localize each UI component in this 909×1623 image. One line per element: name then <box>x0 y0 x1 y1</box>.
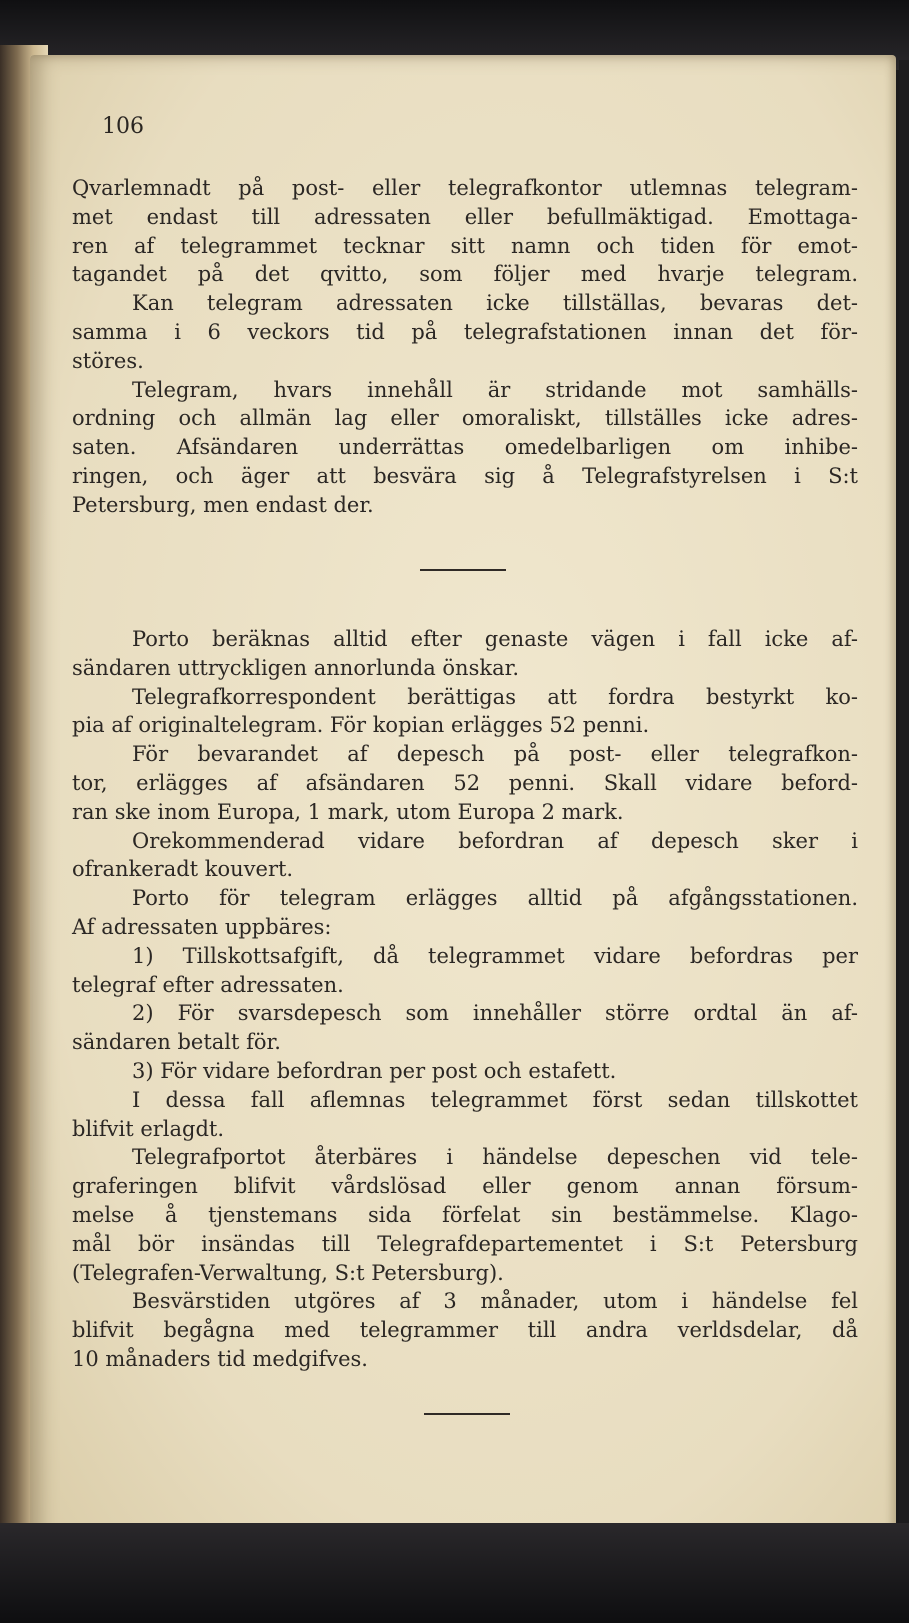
text-line: ofrankeradt kouvert. <box>72 857 294 882</box>
text-line: (Telegrafen-Verwaltung, S:t Petersburg). <box>72 1260 504 1285</box>
text-line: störes. <box>72 348 144 373</box>
text-line: Af adressaten uppbäres: <box>72 914 332 939</box>
text-line: samma i 6 veckors tid på telegrafstationen innan det för- <box>72 319 858 344</box>
text-line: blifvit begågna med telegrammer till andra verldsdelar, då <box>72 1318 858 1343</box>
text-line: 3) För vidare befordran per post och estafett. <box>132 1058 617 1083</box>
text-line: blifvit erlagdt. <box>72 1116 225 1141</box>
text-line: Qvarlemnadt på post- eller telegrafkontor utlemnas telegram- <box>72 176 858 200</box>
text-line: Kan telegram adressaten icke tillställas, bevaras det- <box>132 291 858 316</box>
text-line: 1) Tillskottsafgift, då telegrammet vidare befordras per <box>132 943 858 968</box>
text-line: ren af telegrammet tecknar sitt namn och tiden för emot- <box>72 233 858 258</box>
text-line: 2) För svarsdepesch som innehåller större ordtal än af- <box>132 1001 858 1026</box>
text-line: saten. Afsändaren underrättas omedelbarligen om inhibe- <box>72 435 858 460</box>
text-line: Petersburg, men endast der. <box>72 492 374 517</box>
text-line: pia af originaltelegram. För kopian erlägges 52 penni. <box>72 713 650 738</box>
background-right <box>899 60 909 1550</box>
text-line: Orekommenderad vidare befordran af depesch sker i <box>132 828 858 853</box>
text-line: melse å tjenstemans sida förfelat sin bestämmelse. Klago- <box>72 1202 858 1227</box>
text-line: Telegrafportot återbäres i händelse depeschen vid tele- <box>132 1145 858 1170</box>
text-line: Porto för telegram erlägges alltid på afgångsstationen. <box>132 886 858 911</box>
text-line: mål bör insändas till Telegrafdepartementet i S:t Petersburg <box>72 1231 858 1256</box>
text-line: ran ske inom Europa, 1 mark, utom Europa 2 mark. <box>72 799 624 824</box>
text-line: tor, erlägges af afsändaren 52 penni. Skall vidare beford- <box>72 770 858 795</box>
text-line: sändaren betalt för. <box>72 1030 281 1055</box>
text-line: För bevarandet af depesch på post- eller telegrafkon- <box>132 742 858 767</box>
background-bottom <box>0 1523 909 1623</box>
text-line: tagandet på det qvitto, som följer med hvarje telegram. <box>72 262 858 287</box>
text-line: Telegram, hvars innehåll är stridande mot samhälls- <box>132 377 858 402</box>
text-line: 10 månaders tid medgifves. <box>72 1346 368 1371</box>
text-line: Telegrafkorrespondent berättigas att fordra bestyrkt ko- <box>132 684 858 709</box>
text-line: met endast till adressaten eller befullmäktigad. Emottaga- <box>72 204 858 229</box>
text-line: ordning och allmän lag eller omoraliskt, tillställes icke adres- <box>72 406 858 431</box>
text-line: Porto beräknas alltid efter genaste vägen i fall icke af- <box>132 627 858 651</box>
text-line: Besvärstiden utgöres af 3 månader, utom i händelse fel <box>132 1289 858 1314</box>
text-line: ringen, och äger att besvära sig å Telegrafstyrelsen i S:t <box>72 463 858 488</box>
text-line: I dessa fall aflemnas telegrammet först sedan tillskottet <box>132 1087 858 1112</box>
text-section-telegram-delivery <box>72 174 858 520</box>
text-line: sändaren uttryckligen annorlunda önskar. <box>72 655 519 680</box>
text-section-porto <box>72 625 858 1374</box>
page-number: 106 <box>102 114 144 139</box>
text-line: graferingen blifvit vårdslösad eller genom annan försum- <box>72 1174 858 1199</box>
section-divider <box>420 569 506 571</box>
text-line: telegraf efter adressaten. <box>72 972 344 997</box>
section-divider <box>424 1413 510 1415</box>
